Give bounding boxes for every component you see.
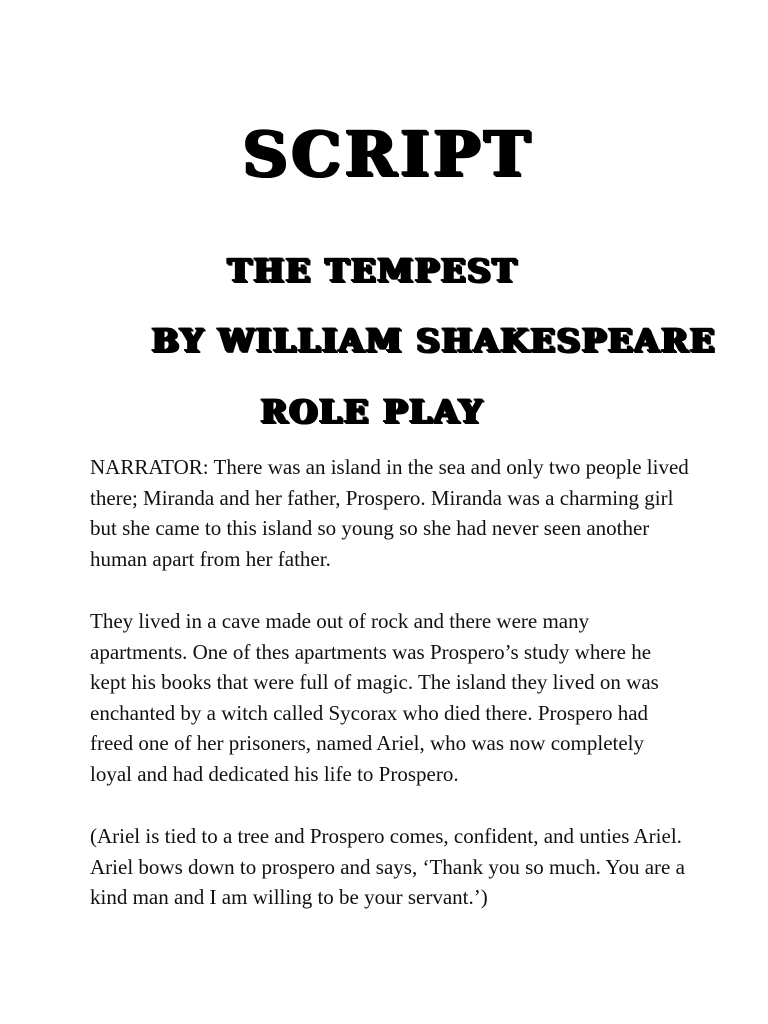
genre-heading: ROLE PLAY <box>261 393 485 431</box>
setting-paragraph: They lived in a cave made out of rock and there were many apartments. One of thes apartments was Prospero’s study where he kept his books that were full of magic. The island they lived on was enchanted by a witch called Sycorax who died there. Prospero had freed one of her prisoners, named Ariel, who was now completely loyal and had dedicated his life to Prospero. <box>90 609 659 786</box>
stage-direction-paragraph: (Ariel is tied to a tree and Prospero comes, confident, and unties Ariel. Ariel bows down to prospero and says, ‘Thank you so much. You are a kind man and I am willing to be your servant.’) <box>90 824 685 909</box>
document-title: SCRIPT <box>243 118 535 191</box>
play-title: THE TEMPEST <box>228 252 519 290</box>
narrator-paragraph: NARRATOR: There was an island in the sea and only two people lived there; Miranda and her father, Prospero. Miranda was a charming girl but she came to this island so young so she had never seen another human apart from her father. <box>90 455 689 571</box>
author-line: BY WILLIAM SHAKESPEARE <box>152 322 717 360</box>
